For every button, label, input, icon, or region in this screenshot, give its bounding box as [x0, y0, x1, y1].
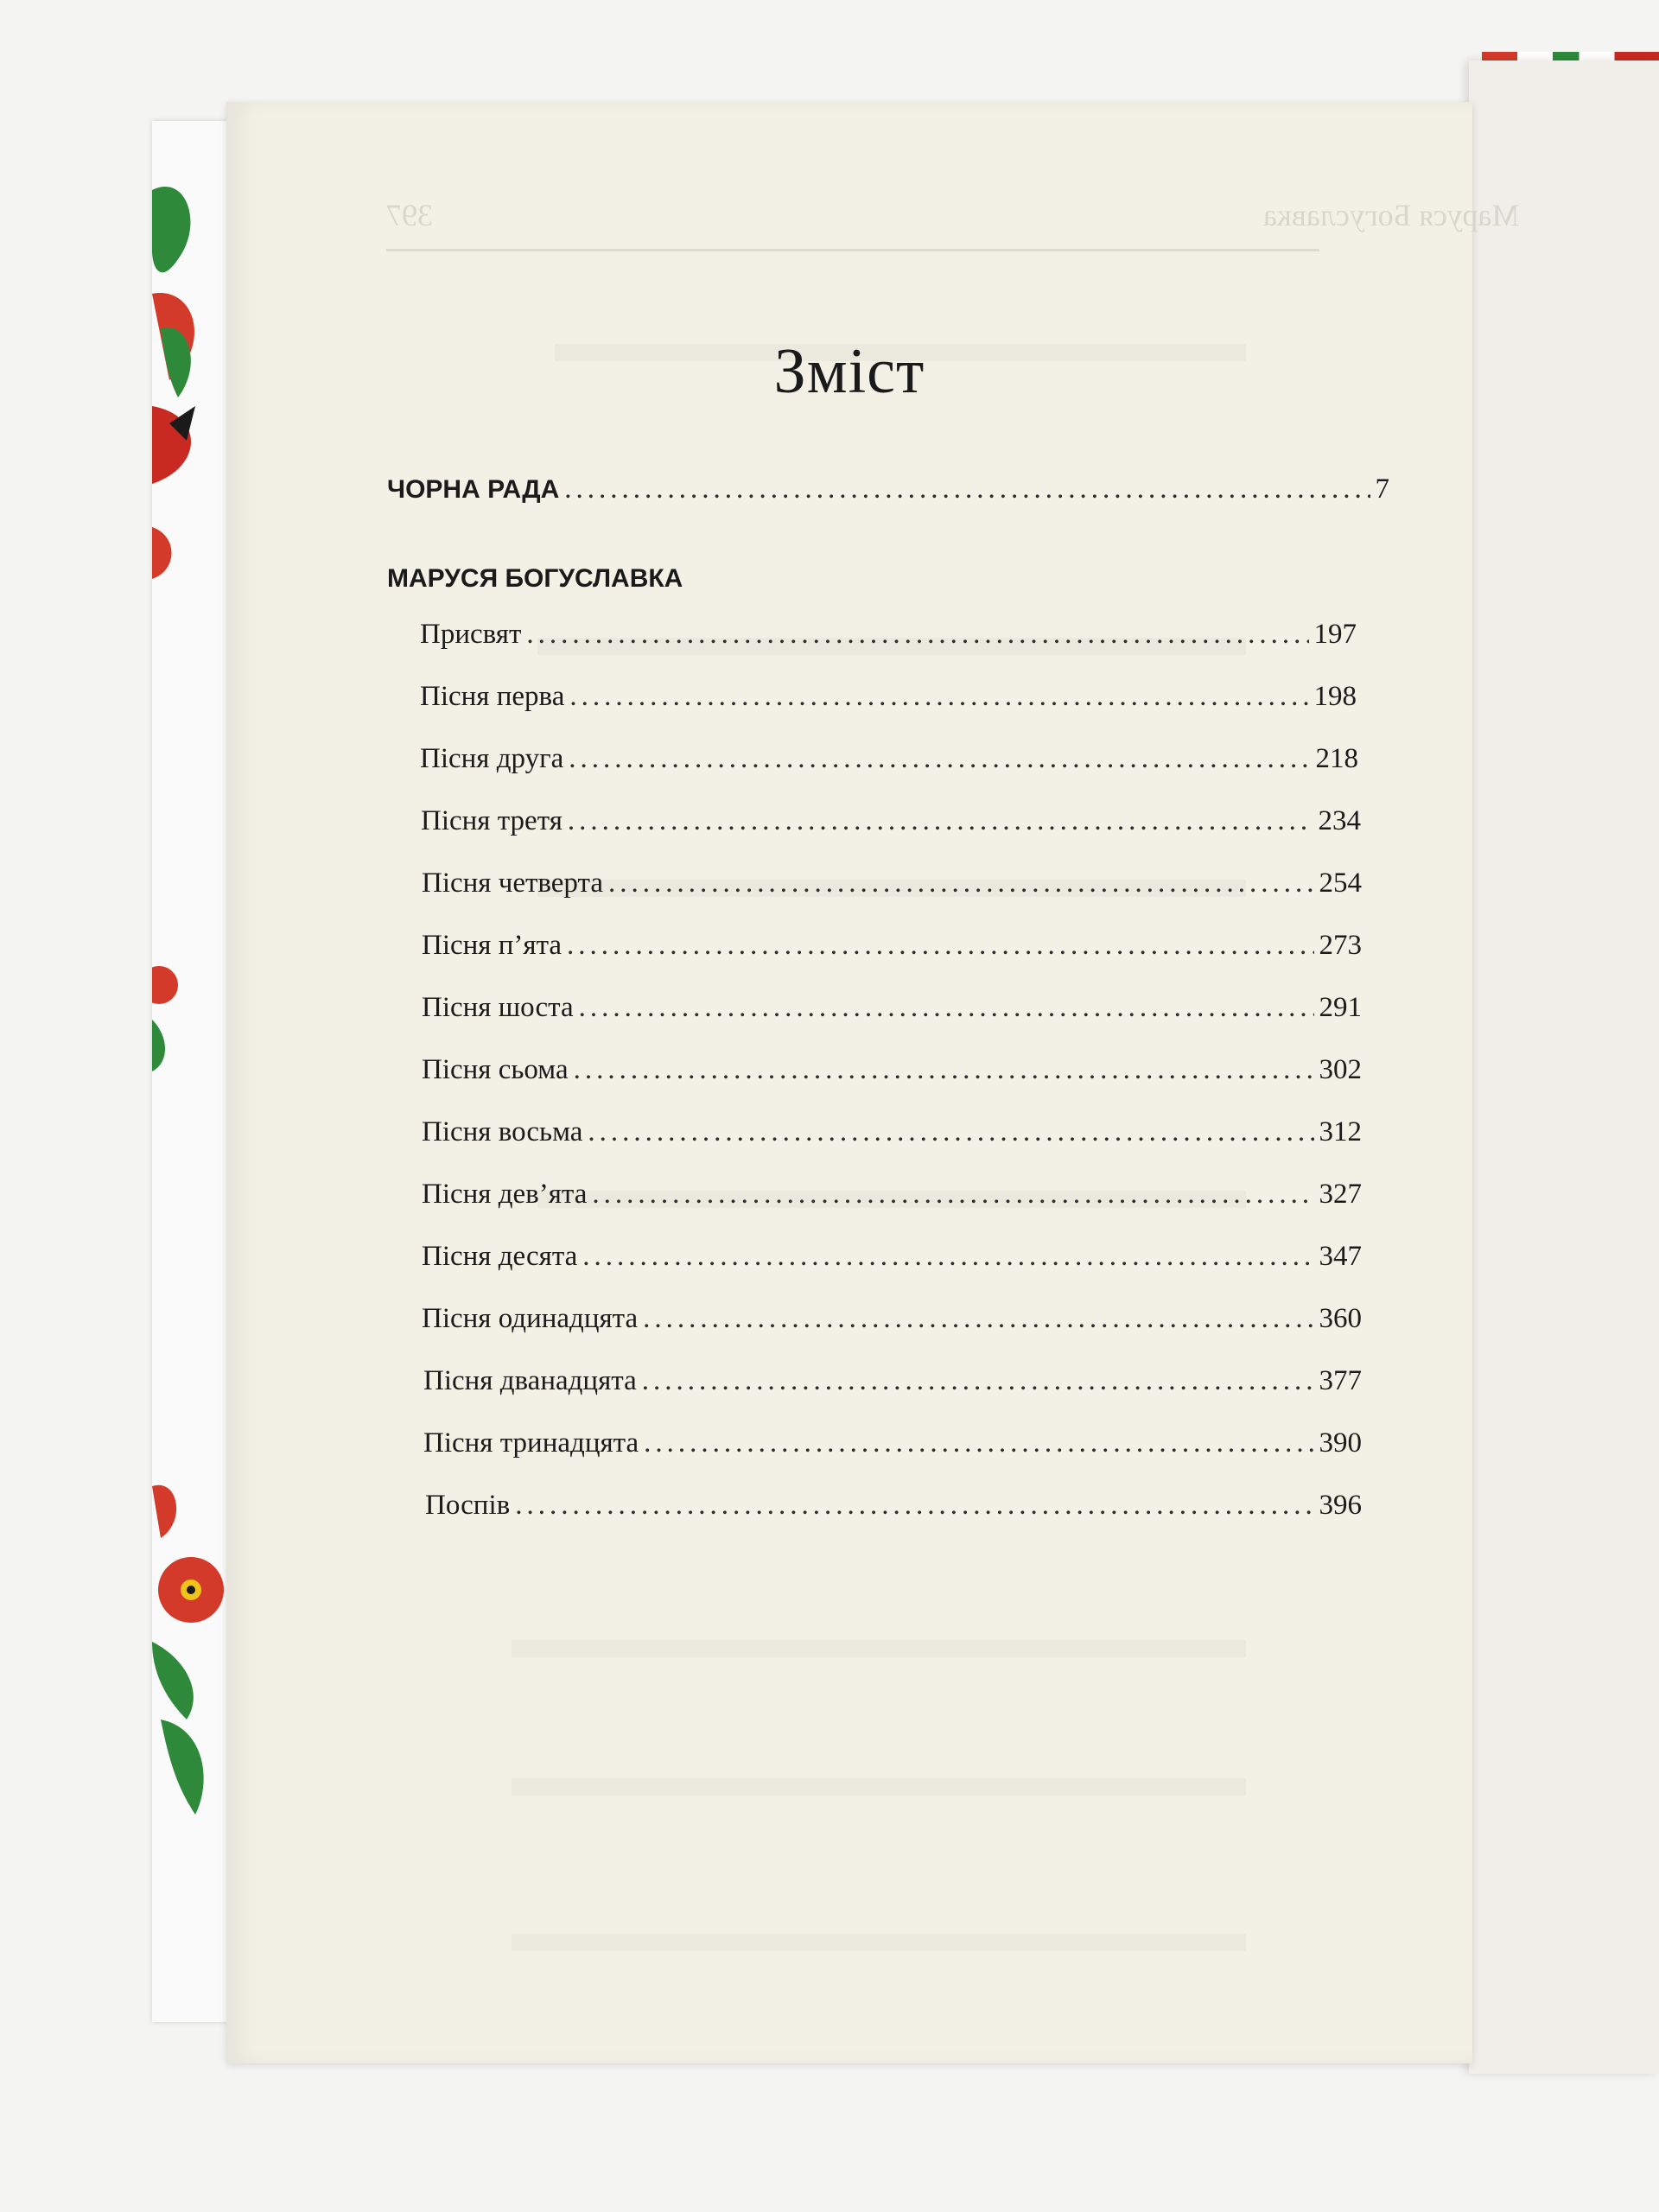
toc-entry-label: Пісня дванадцята	[423, 1365, 637, 1396]
toc-entry	[422, 1241, 1362, 1273]
leader-dots	[592, 1179, 1313, 1211]
toc-entry-page: 198	[1313, 681, 1357, 712]
toc-entry	[422, 1303, 1362, 1335]
toc-entry-page: 360	[1319, 1303, 1362, 1334]
toc-entry	[422, 1179, 1362, 1211]
toc-entry-label: Пісня п’ята	[422, 930, 563, 961]
book-page	[226, 102, 1520, 2063]
toc-entry-page: 218	[1315, 743, 1358, 774]
leader-dots	[564, 474, 1370, 505]
leader-dots	[588, 1116, 1313, 1148]
leader-dots	[569, 743, 1310, 775]
toc-entry-label: Пісня третя	[421, 805, 563, 836]
section-heading: МАРУСЯ БОГУСЛАВКА	[387, 564, 683, 593]
toc-entry-label: ЧОРНА РАДА	[387, 475, 560, 504]
show-through-page-number: 397	[386, 198, 433, 232]
toc-entry	[420, 619, 1357, 651]
toc-entry-label: Пісня шоста	[422, 992, 574, 1023]
toc-entry	[425, 1490, 1362, 1522]
toc-entry-label: Пісня десята	[422, 1241, 578, 1272]
leader-dots	[582, 1241, 1313, 1273]
toc-entry	[420, 743, 1358, 775]
toc-entry-label: Пісня тринадцята	[423, 1427, 639, 1459]
toc-entry-page: 273	[1319, 930, 1362, 961]
show-through-line	[512, 1640, 1246, 1657]
toc-entry	[422, 1116, 1362, 1148]
toc-entry-page: 390	[1319, 1427, 1362, 1459]
toc-entry-page: 312	[1319, 1116, 1362, 1147]
toc-entry	[423, 1427, 1362, 1459]
toc-entry-label: Пісня дев’ята	[422, 1179, 588, 1210]
toc-entry-label: Пісня друга	[420, 743, 564, 774]
page-title: Зміст	[773, 336, 925, 407]
toc-entry-page: 396	[1319, 1490, 1362, 1521]
leader-dots	[526, 619, 1308, 651]
toc-entry-page: 377	[1319, 1365, 1362, 1396]
leader-dots	[515, 1490, 1313, 1522]
leader-dots	[567, 930, 1313, 962]
show-through-line	[512, 1934, 1246, 1951]
toc-entry-page: 327	[1319, 1179, 1362, 1210]
toc-entry-page: 197	[1313, 619, 1357, 650]
toc-entry-label: Пісня восьма	[422, 1116, 583, 1147]
leader-dots	[569, 681, 1308, 713]
toc-entry	[423, 1365, 1362, 1397]
toc-entry-page: 302	[1319, 1054, 1362, 1085]
toc-entry-page: 234	[1318, 805, 1361, 836]
leader-dots	[574, 1054, 1314, 1086]
toc-entry	[422, 930, 1362, 962]
toc-entry-page: 254	[1319, 868, 1362, 899]
toc-entry-label: Пісня одинадцята	[422, 1303, 639, 1334]
toc-entry-label: Пісня сьома	[422, 1054, 569, 1085]
leader-dots	[644, 1427, 1313, 1459]
toc-entry-page: 7	[1375, 474, 1389, 505]
leader-dots	[608, 868, 1314, 899]
toc-entry	[422, 992, 1362, 1024]
toc-entry-label: Присвят	[420, 619, 522, 650]
toc-entry	[420, 681, 1357, 713]
folk-ornament-icon	[152, 121, 230, 2022]
toc-entry-label: Поспів	[425, 1490, 511, 1521]
leader-dots	[579, 992, 1314, 1024]
show-through-rule	[386, 249, 1319, 251]
toc-entry-label: Пісня четверта	[422, 868, 603, 899]
toc-entry-chorna-rada	[387, 474, 1389, 505]
toc-entry-page: 291	[1319, 992, 1362, 1023]
toc-entry	[421, 805, 1361, 837]
leader-dots	[642, 1365, 1314, 1397]
toc-entry-page: 347	[1319, 1241, 1362, 1272]
toc-entry-label: Пісня перва	[420, 681, 565, 712]
show-through-line	[512, 1778, 1246, 1796]
toc-entry	[422, 868, 1362, 899]
background-book	[1469, 60, 1659, 2074]
show-through-running-head: Маруся Богуславка	[1263, 198, 1520, 232]
toc-entry	[422, 1054, 1362, 1086]
book-cover-ornament	[152, 121, 230, 2022]
leader-dots	[643, 1303, 1313, 1335]
leader-dots	[568, 805, 1313, 837]
